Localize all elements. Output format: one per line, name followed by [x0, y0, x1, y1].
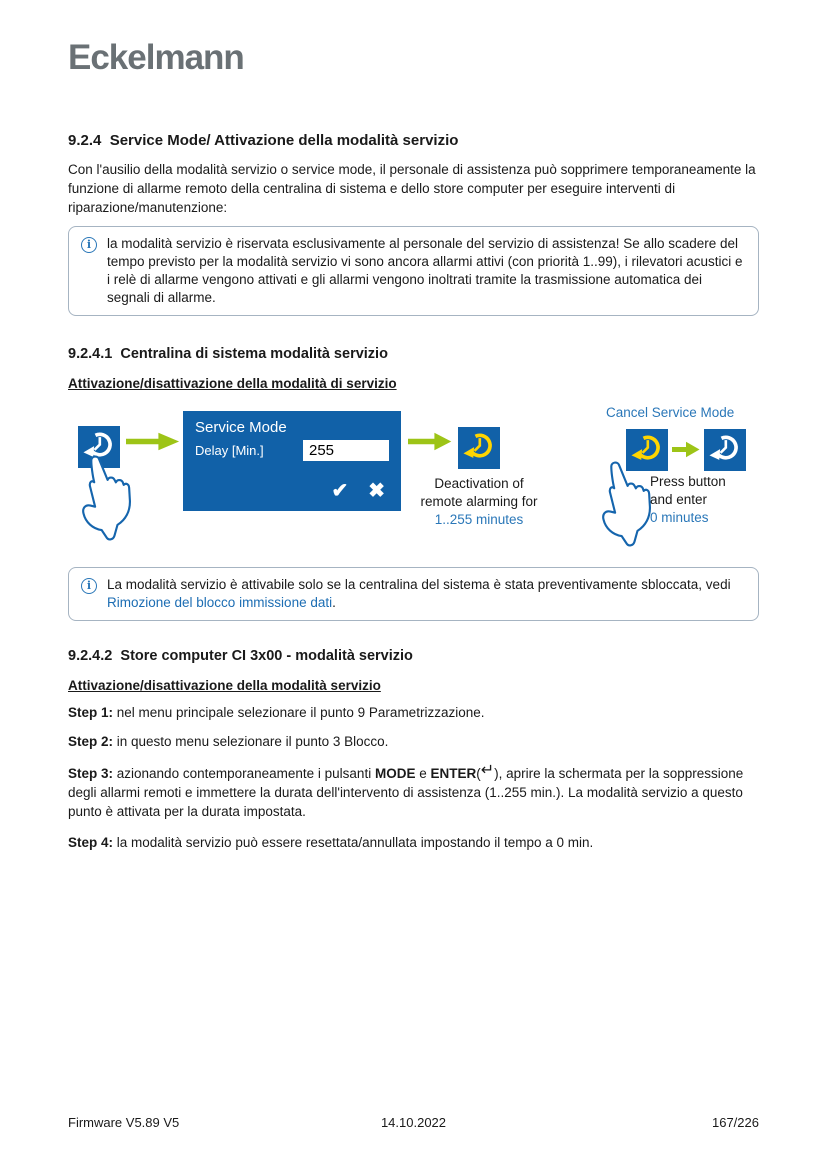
mode-key-label: MODE — [374, 766, 416, 781]
cancel-service-mode-title: Cancel Service Mode — [606, 405, 735, 420]
info-icon: i — [81, 237, 97, 253]
note-2-body: La modalità servizio è attivabile solo se la centralina del sistema è stata preventivamente sbloccata, vedi — [107, 577, 731, 592]
press-line-3: 0 minutes — [650, 510, 709, 525]
service-mode-button-illustration — [704, 429, 746, 471]
info-icon: i — [81, 578, 97, 594]
enter-key-icon: ↵ — [480, 760, 495, 779]
pointing-hand-icon — [61, 447, 156, 551]
info-note-1 — [68, 226, 759, 316]
service-mode-panel-illustration — [183, 411, 401, 511]
footer-page-number: 167/226 — [711, 1115, 759, 1130]
cancel-x-icon: ✖ — [368, 480, 385, 502]
step-4 — [68, 833, 759, 852]
service-mode-clock-icon-active — [461, 430, 497, 466]
step-1-label: Step 1: — [68, 705, 114, 720]
step-1 — [68, 703, 759, 722]
delay-label: Delay [Min.] — [195, 443, 264, 458]
page-footer — [68, 1115, 759, 1131]
confirm-check-icon: ✔ — [331, 480, 349, 502]
unlock-data-entry-link[interactable]: Rimozione del blocco immissione dati — [107, 595, 333, 610]
step-3-mid: e — [415, 766, 431, 781]
section-heading-9242: 9.2.4.2 Store computer CI 3x00 - modalità servizio — [68, 648, 413, 664]
info-note-1-text: la modalità servizio è riservata esclusivamente al personale del servizio di assistenza! Se allo scadere del tempo previsto per la modalità servizio vi sono ancora allarmi attivi (con priorità 1..99), i rilevatori acustici e i relè di allarme vengono attivati e gli allarmi vengono inoltrati tramite la trasmissione automatica dei segnali di allarme. — [107, 236, 743, 305]
footer-firmware-version: Firmware V5.89 V5 — [68, 1115, 180, 1130]
subheading-activation-1: Attivazione/disattivazione della modalità di servizio — [68, 376, 397, 391]
service-mode-active-button-illustration — [458, 427, 500, 469]
step-3-label: Step 3: — [68, 766, 114, 781]
press-line-1: Press button — [650, 474, 726, 489]
footer-date: 14.10.2022 — [380, 1115, 447, 1130]
service-mode-diagram — [68, 403, 759, 555]
press-button-caption — [650, 473, 780, 527]
step-3 — [68, 760, 759, 821]
info-note-2-text — [107, 576, 746, 612]
section-heading-9241: 9.2.4.1 Centralina di sistema modalità servizio — [68, 346, 388, 362]
step-1-text: nel menu principale selezionare il punto 9 Parametrizzazione. — [113, 705, 485, 720]
service-mode-clock-icon — [707, 432, 743, 468]
step-2-label: Step 2: — [68, 734, 114, 749]
subheading-activation-2: Attivazione/disattivazione della modalità servizio — [68, 678, 381, 693]
step-4-label: Step 4: — [68, 835, 114, 850]
deactivation-line-3: 1..255 minutes — [434, 512, 524, 527]
step-3-pre: azionando contemporaneamente i pulsanti — [113, 766, 375, 781]
section-heading-924: 9.2.4 Service Mode/ Attivazione della modalità servizio — [68, 132, 459, 149]
deactivation-caption — [396, 475, 562, 529]
eckelmann-logo: Eckelmann — [68, 38, 244, 77]
flow-arrow-icon — [672, 441, 700, 458]
flow-arrow-icon — [408, 432, 452, 451]
panel-title: Service Mode — [195, 419, 287, 436]
note-2-period: . — [332, 595, 336, 610]
delay-value-field: 255 — [303, 440, 389, 461]
flow-arrow-icon — [126, 432, 180, 451]
step-2 — [68, 732, 759, 751]
press-line-2: and enter — [650, 492, 708, 507]
step-4-text: la modalità servizio può essere resettata/annullata impostando il tempo a 0 min. — [113, 835, 594, 850]
deactivation-line-1: Deactivation of — [434, 476, 524, 491]
section-intro: Con l'ausilio della modalità servizio o service mode, il personale di assistenza può sopprimere temporaneamente la funzione di allarme remoto della centralina di sistema e dello store computer per eseguire interventi di riparazione/manutenzione: — [68, 162, 756, 215]
paren-close: ) — [494, 766, 499, 781]
paren-open: ( — [476, 766, 481, 781]
step-3-post: , aprire la schermata per la soppressione degli allarmi remoti e immettere la durata dell'intervento di assistenza (1..255 min.). La modalità servizio a questo punto è attivata per la durata impostata. — [68, 766, 744, 819]
step-2-text: in questo menu selezionare il punto 3 Blocco. — [113, 734, 389, 749]
deactivation-line-2: remote alarming for — [420, 494, 538, 509]
enter-key-label: ENTER — [430, 766, 477, 781]
info-note-2 — [68, 567, 759, 621]
